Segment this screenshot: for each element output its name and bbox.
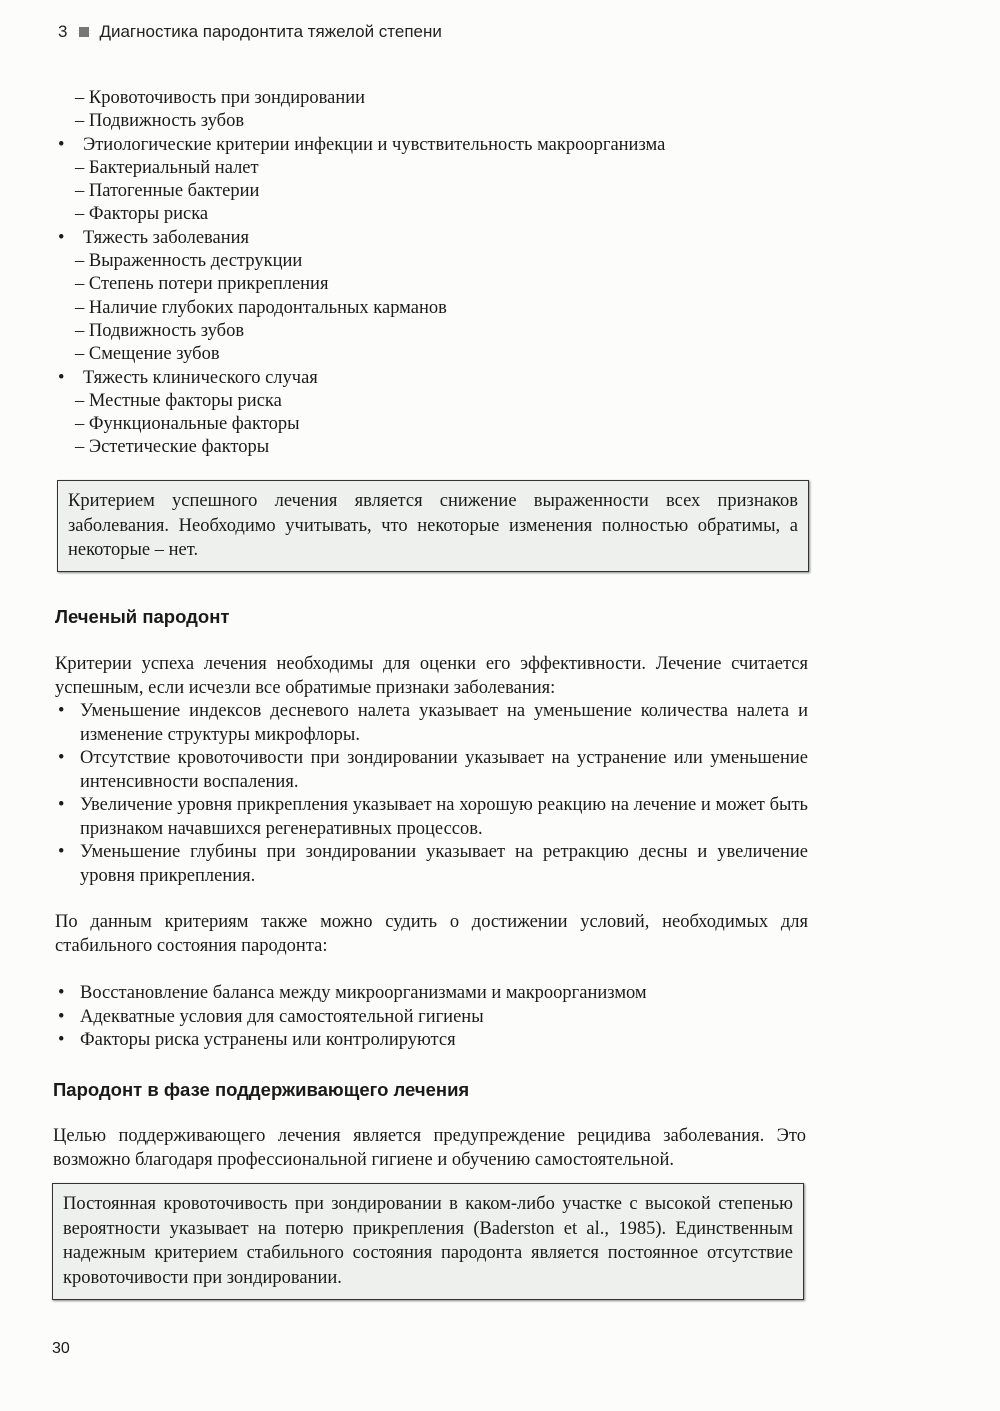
- list-item: • Этиологические критерии инфекции и чувствительность макроорганизма: [0, 134, 665, 157]
- paragraph: Критерии успеха лечения необходимы для оценки его эффективности. Лечение считается успешным, если исчезли все обратимые признаки заболевания:: [55, 654, 808, 698]
- sub-list-item: – Эстетические факторы: [75, 437, 270, 458]
- list-item: • Восстановление баланса между микроорганизмами и макроорганизмом: [0, 982, 808, 1006]
- list-item: • Адекватные условия для самостоятельной гигиены: [0, 1006, 808, 1030]
- sub-list-item: – Бактериальный налет: [75, 157, 259, 178]
- sub-list-item: – Функциональные факторы: [75, 414, 300, 435]
- criteria-list: [0, 87, 665, 460]
- list-item: • Тяжесть клинического случая: [0, 367, 665, 390]
- sub-list-item: – Факторы риска: [75, 204, 209, 225]
- sub-list-item: – Патогенные бактерии: [75, 181, 260, 202]
- sub-list-item: – Степень потери прикрепления: [75, 274, 329, 295]
- list-item: • Тяжесть заболевания: [0, 227, 665, 250]
- section-heading: Пародонт в фазе поддерживающего лечения: [53, 1079, 470, 1100]
- success-bullets: [0, 700, 808, 888]
- paragraph: Целью поддерживающего лечения является предупреждение рецидива заболевания. Это возможно благодаря профессиональной гигиене и обучению самостоятельной.: [53, 1126, 806, 1170]
- sub-list-item: – Наличие глубоких пародонтальных карманов: [75, 297, 447, 318]
- callout-box-1: [57, 480, 809, 572]
- sub-list-item: – Местные факторы риска: [75, 390, 282, 411]
- running-header: [58, 22, 442, 42]
- chapter-title: Диагностика пародонтита тяжелой степени: [99, 22, 442, 41]
- sub-list-item: – Подвижность зубов: [75, 111, 245, 132]
- list-item: • Увеличение уровня прикрепления указывает на хорошую реакцию на лечение и может быть признаком начавшихся регенеративных процессов.: [0, 794, 808, 841]
- callout-text: Критерием успешного лечения является снижение выраженности всех признаков заболевания. Необходимо учитывать, что некоторые изменения полностью обратимы, а некоторые – нет.: [68, 491, 798, 560]
- sub-list-item: – Выраженность деструкции: [75, 251, 303, 272]
- sub-list-item: – Смещение зубов: [75, 344, 220, 365]
- chapter-number: 3: [58, 22, 68, 41]
- list-item: • Уменьшение индексов десневого налета указывает на уменьшение количества налета и изменение структуры микрофлоры.: [0, 700, 808, 747]
- section-heading: Леченый пародонт: [55, 606, 230, 627]
- paragraph: По данным критериям также можно судить о достижении условий, необходимых для стабильного состояния пародонта:: [55, 912, 808, 956]
- list-item: • Уменьшение глубины при зондировании указывает на ретракцию десны и увеличение уровня прикрепления.: [0, 841, 808, 888]
- list-item: • Отсутствие кровоточивости при зондировании указывает на устранение или уменьшение интенсивности воспаления.: [0, 747, 808, 794]
- page-number: 30: [52, 1340, 70, 1357]
- callout-box-2: [52, 1183, 804, 1300]
- list-item: • Факторы риска устранены или контролируются: [0, 1029, 808, 1053]
- callout-text: Постоянная кровоточивость при зондировании в каком-либо участке с высокой степенью вероятности указывает на потерю прикрепления (Baderston et al., 1985). Единственным надежным критерием стабильного состояния пародонта является постоянное отсутствие кровоточивости при зондировании.: [63, 1194, 793, 1288]
- sub-list-item: – Подвижность зубов: [75, 320, 245, 341]
- sub-list-item: – Кровоточивость при зондировании: [75, 88, 366, 108]
- stability-bullets: [0, 982, 808, 1053]
- square-bullet-icon: [79, 27, 89, 37]
